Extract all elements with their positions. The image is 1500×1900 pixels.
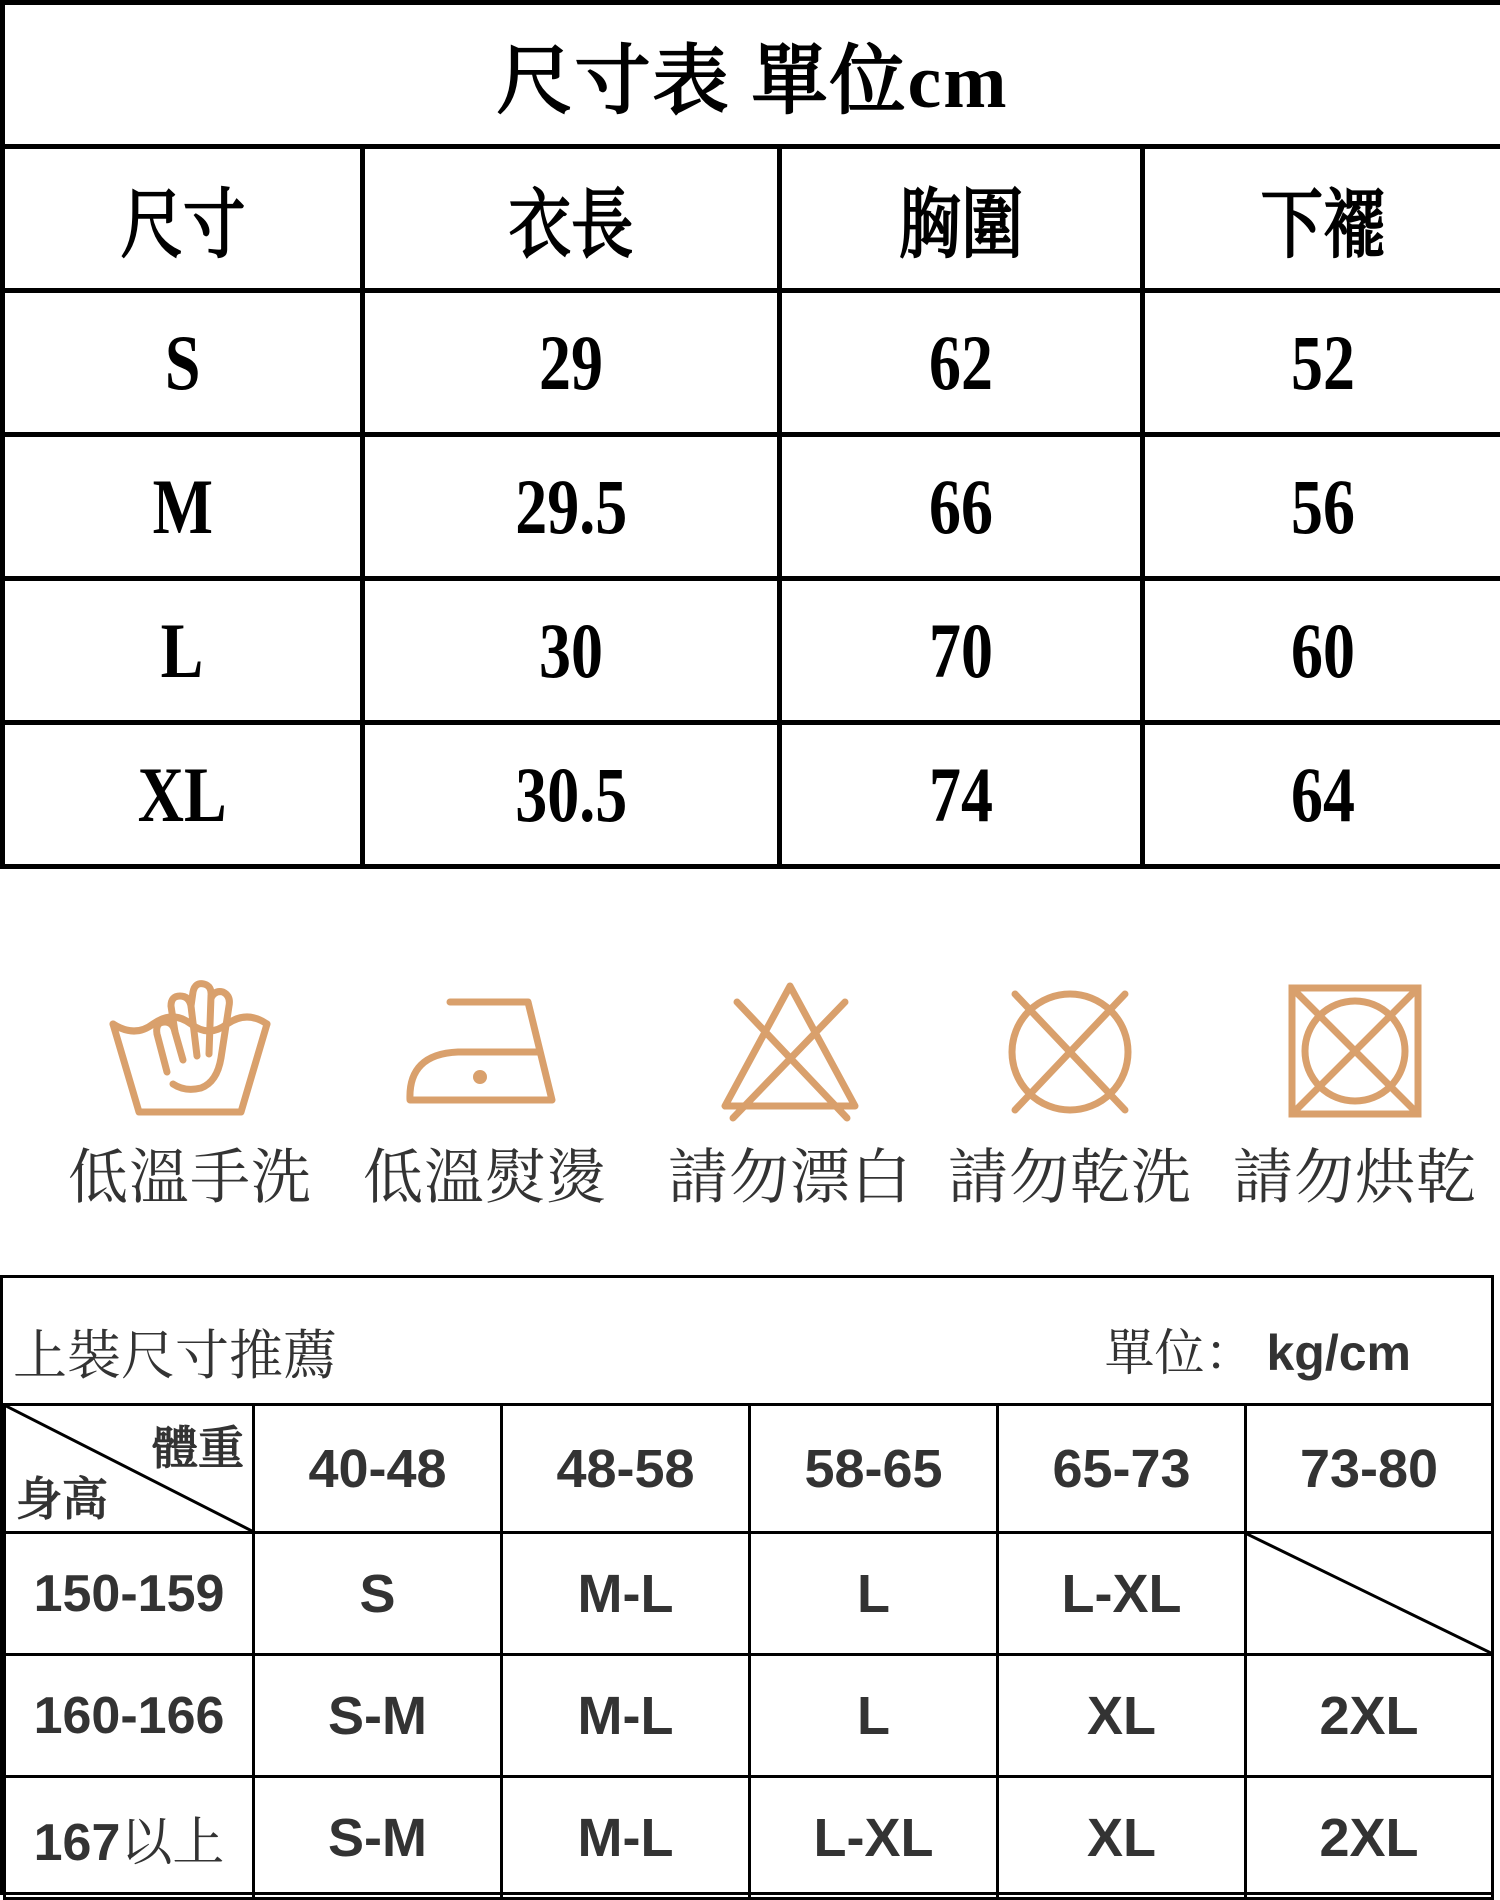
empty-diagonal-cell — [1246, 1533, 1493, 1655]
size-cell: L — [750, 1533, 998, 1655]
recommendation-title: 上裝尺寸推薦 — [13, 1324, 337, 1387]
size-cell: M-L — [502, 1655, 750, 1777]
no-tumble-dry-label: 請勿烘乾 — [1233, 1143, 1477, 1213]
no-dry-clean-icon — [985, 972, 1155, 1122]
corner-cell — [5, 1405, 254, 1533]
weight-header: 48-58 — [502, 1405, 750, 1533]
length-cell: 29.5 — [363, 435, 780, 579]
weight-header: 40-48 — [254, 1405, 502, 1533]
table-row — [3, 435, 1500, 579]
header-length: 衣長 — [363, 147, 780, 291]
weight-header: 58-65 — [750, 1405, 998, 1533]
table-row — [5, 1655, 1493, 1777]
unit-value: kg/cm — [1266, 1325, 1411, 1381]
low-iron-label: 低溫熨燙 — [363, 1143, 607, 1213]
size-cell: XL — [998, 1655, 1246, 1777]
care-item-low-iron — [335, 960, 635, 1220]
weight-header: 65-73 — [998, 1405, 1246, 1533]
size-cell: XL — [998, 1777, 1246, 1899]
size-cell: L-XL — [750, 1777, 998, 1899]
length-cell: 30 — [363, 579, 780, 723]
care-item-no-tumble-dry — [1205, 960, 1500, 1220]
unit-label-text: 單位： — [1104, 1324, 1255, 1382]
height-range: 150-159 — [5, 1533, 254, 1655]
size-cell: L — [3, 579, 363, 723]
care-item-no-bleach — [640, 960, 940, 1220]
chest-cell: 62 — [780, 291, 1143, 435]
size-cell: 2XL — [1246, 1777, 1493, 1899]
chest-cell: 70 — [780, 579, 1143, 723]
size-cell: L-XL — [998, 1533, 1246, 1655]
no-bleach-label: 請勿漂白 — [668, 1143, 912, 1213]
not-available-diagonal — [1247, 1534, 1491, 1653]
chest-cell: 74 — [780, 723, 1143, 867]
size-cell: M-L — [502, 1777, 750, 1899]
recommendation-table — [3, 1403, 1494, 1900]
table-row — [3, 579, 1500, 723]
header-chest: 胸圍 — [780, 147, 1143, 291]
hem-cell: 52 — [1143, 291, 1500, 435]
hand-wash-icon — [105, 972, 275, 1122]
size-recommendation — [0, 1275, 1494, 1895]
size-cell: S-M — [254, 1655, 502, 1777]
care-instructions — [0, 960, 1500, 1220]
size-chart-table — [0, 0, 1500, 869]
no-bleach-icon — [705, 972, 875, 1122]
table-row — [5, 1777, 1493, 1899]
size-cell: S — [254, 1533, 502, 1655]
table-row — [3, 723, 1500, 867]
table-row — [5, 1533, 1493, 1655]
weight-header: 73-80 — [1246, 1405, 1493, 1533]
no-tumble-dry-icon — [1270, 972, 1440, 1122]
size-cell: 2XL — [1246, 1655, 1493, 1777]
table-row — [3, 291, 1500, 435]
no-dry-clean-label: 請勿乾洗 — [948, 1143, 1192, 1213]
length-cell: 29 — [363, 291, 780, 435]
header-size: 尺寸 — [3, 147, 363, 291]
weight-header-row — [5, 1405, 1493, 1533]
height-range: 160-166 — [5, 1655, 254, 1777]
hem-cell: 64 — [1143, 723, 1500, 867]
header-hem: 下襬 — [1143, 147, 1500, 291]
care-item-hand-wash — [40, 960, 340, 1220]
size-cell: L — [750, 1655, 998, 1777]
height-axis-label: 身高 — [16, 1472, 108, 1526]
unit-label — [1104, 1313, 1411, 1385]
height-range: 167以上 — [5, 1777, 254, 1899]
size-cell: M-L — [502, 1533, 750, 1655]
chest-cell: 66 — [780, 435, 1143, 579]
size-chart-title: 尺寸表 單位cm — [3, 3, 1500, 147]
length-cell: 30.5 — [363, 723, 780, 867]
care-item-no-dry-clean — [920, 960, 1220, 1220]
hem-cell: 56 — [1143, 435, 1500, 579]
low-iron-icon — [400, 972, 570, 1122]
size-cell: S-M — [254, 1777, 502, 1899]
size-cell: M — [3, 435, 363, 579]
hand-wash-label: 低溫手洗 — [68, 1143, 312, 1213]
size-cell: XL — [3, 723, 363, 867]
weight-axis-label: 體重 — [152, 1421, 244, 1475]
hem-cell: 60 — [1143, 579, 1500, 723]
recommendation-header — [3, 1278, 1491, 1403]
size-cell: S — [3, 291, 363, 435]
